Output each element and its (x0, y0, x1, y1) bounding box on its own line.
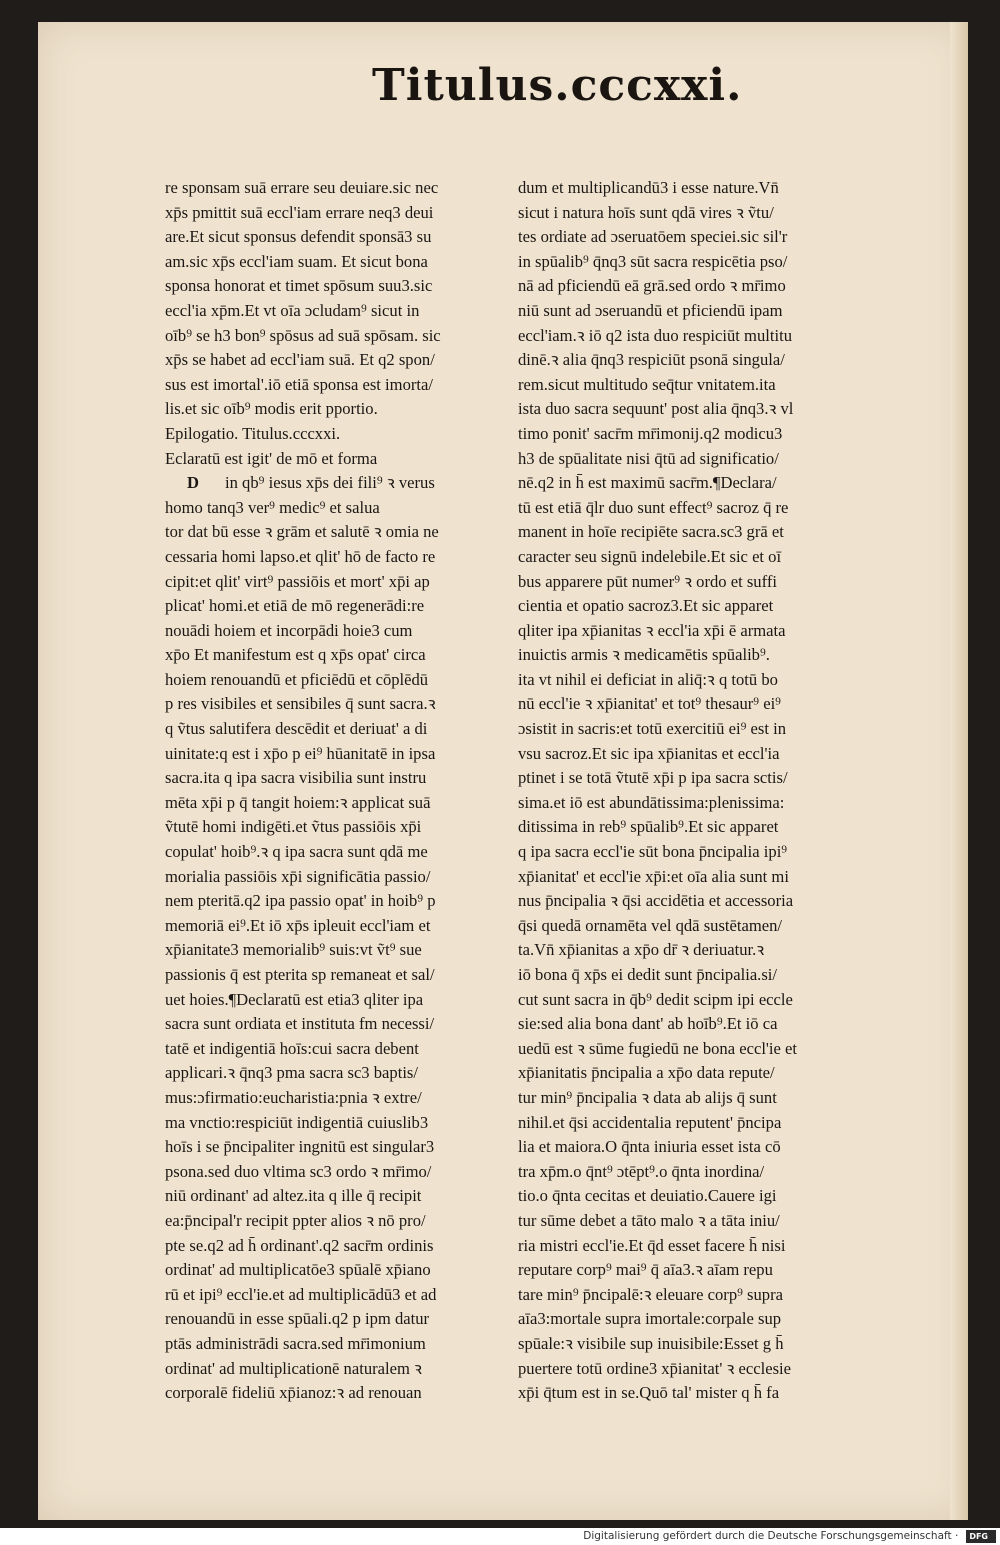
text-line: xp̄s se habet ad eccl'iam suā. Et q2 spon/ (165, 350, 435, 370)
text-line: ria mistri eccl'ie.Et q̄d esset facere h̄ nisi (518, 1235, 786, 1255)
text-line: nem pteritā.q2 ipa passio opat' in hoib⁹ p (165, 891, 436, 911)
dfg-logo: DFG (966, 1530, 996, 1543)
text-line: eccl'iam.ꝛ iō q2 ista duo respiciūt multitu (518, 325, 792, 345)
text-line: sima.et iō est abundātissima:plenissima: (518, 792, 785, 812)
text-line: memoriā ei⁹.Et iō xp̄s ipleuit eccl'iam et (165, 915, 431, 935)
text-line: morialia passiōis xp̄i significātia passio/ (165, 866, 431, 886)
text-line: ordinat' ad multiplicatōe3 spūalē xp̄iano (165, 1260, 431, 1280)
text-line: tes ordiate ad ɔseruatōem speciei.sic sil'r (518, 227, 788, 247)
text-line: xp̄ianitate3 memorialib⁹ suis:vt ṽt⁹ sue (165, 940, 422, 960)
text-line: cientia et opatio sacroz3.Et sic apparet (518, 596, 774, 616)
text-line: uinitate:q est i xp̄o p ei⁹ hūanitatē in ipsa (165, 743, 436, 763)
text-line: xp̄ianitat' et eccl'ie xp̄i:et oīa alia sunt mi (518, 866, 789, 886)
text-line: Epilogatio. Titulus.cccxxi. (165, 423, 341, 443)
text-line: nus p̄ncipalia ꝛ q̄si accidētia et accessoria (518, 891, 794, 911)
text-line: mus:ɔfirmatio:eucharistia:pnia ꝛ extre/ (165, 1087, 422, 1107)
text-line: ea:p̄ncipal'r recipit ppter alios ꝛ nō pro/ (165, 1210, 426, 1230)
text-line: copulat' hoib⁹.ꝛ q ipa sacra sunt qdā me (165, 842, 428, 862)
text-line: are.Et sicut sponsus defendit sponsā3 su (165, 227, 432, 247)
initial-letter: D (187, 473, 199, 493)
text-line: ṽtutē homi indigēti.et ṽtus passiōis xp̄i (165, 817, 422, 837)
text-line: Eclaratū est igit' de mō et forma (165, 448, 378, 468)
text-line: eccl'ia xp̄m.Et vt oīa ɔcludam⁹ sicut in (165, 300, 420, 320)
text-line: q̄si quedā ornamēta vel qdā sustētamen/ (518, 915, 783, 935)
text-line: caracter seu signū indelebile.Et sic et oī (518, 546, 782, 566)
text-line: lia et maiora.O q̄nta iniuria esset ista cō (518, 1137, 781, 1157)
text-line: tur sūme debet a tāto malo ꝛ a tāta iniu/ (518, 1210, 780, 1230)
text-line: oīb⁹ se h3 bon⁹ spōsus ad suā spōsam. sic (165, 325, 441, 345)
text-line: rem.sicut multitudo seq̄tur vnitatem.ita (518, 374, 776, 394)
text-line: homo tanq3 ver⁹ medic⁹ et salua (165, 497, 380, 517)
text-line: tur min⁹ p̄ncipalia ꝛ data ab alijs q̄ sunt (518, 1087, 777, 1107)
text-line: in qb⁹ iesus xp̄s dei fili⁹ ꝛ verus (225, 473, 435, 493)
text-line: ta.Vn̄ xp̄ianitas a xp̄o dr̄ ꝛ deriuatur.ꝛ (518, 940, 765, 960)
text-line: corporalē fideliū xp̄ianoz:ꝛ ad renouan (165, 1383, 422, 1403)
text-line: rū et ipi⁹ eccl'ie.et ad multiplicādū3 et ad (165, 1284, 437, 1304)
text-line: sponsa honorat et timet spōsum suu3.sic (165, 276, 433, 296)
text-line: xp̄ianitatis p̄ncipalia a xp̄o data repute/ (518, 1063, 775, 1083)
text-line: nē.q2 in h̄ est maximū sacr̄m.¶Declara/ (518, 473, 777, 493)
text-line: psona.sed duo vltima sc3 ordo ꝛ mr̄imo/ (165, 1161, 432, 1181)
text-line: tatē et indigentiā hoīs:cui sacra debent (165, 1038, 419, 1058)
text-line: nihil.et q̄si accidentalia reputent' p̄ncipa (518, 1112, 782, 1132)
text-line: ista duo sacra sequunt' post alia q̄nq3.ꝛ vl (518, 399, 794, 419)
text-line: hoiem renouandū et pficiēdū et cōplēdū (165, 669, 429, 689)
hanging-initial-line (165, 471, 495, 496)
text-line: applicari.ꝛ q̄nq3 pma sacra sc3 baptis/ (165, 1063, 419, 1083)
text-line: sus est imortal'.iō etiā sponsa est imorta/ (165, 374, 433, 394)
text-line: ptinet i se totā ṽtutē xp̄i p ipa sacra sctis/ (518, 768, 788, 788)
text-line: tio.o q̄nta cecitas et deuiatio.Cauere igi (518, 1186, 777, 1206)
text-line: sicut i natura hoīs sunt qdā vires ꝛ ṽtu/ (518, 202, 774, 222)
text-line: xp̄s pmittit suā eccl'iam errare neq3 deui (165, 202, 434, 222)
text-line: sacra.ita q ipa sacra visibilia sunt instru (165, 768, 427, 788)
text-line: dum et multiplicandū3 i esse nature.Vn̄ (518, 178, 779, 197)
text-line: p res visibiles et sensibiles q̄ sunt sacra.ꝛ (165, 694, 436, 714)
text-line: ɔsistit in sacris:et totū exercitiū ei⁹ est in (518, 719, 786, 739)
text-line: mēta xp̄i p q̄ tangit hoiem:ꝛ applicat suā (165, 792, 431, 812)
text-line: reputare corp⁹ mai⁹ q̄ aīa3.ꝛ aīam repu (518, 1260, 773, 1280)
text-line: renouandū in esse spūali.q2 p ipm datur (165, 1309, 430, 1329)
text-line: tū est etiā q̄lr duo sunt effect⁹ sacroz q̄ re (518, 497, 789, 517)
left-column-lines-a (165, 176, 495, 471)
text-line: ptās administrādi sacra.sed mr̄imonium (165, 1333, 426, 1353)
text-line: h3 de spūalitate nisi q̄tū ad significatio/ (518, 448, 779, 468)
text-line: inuictis armis ꝛ medicamētis spūalib⁹. (518, 645, 770, 665)
text-line: in spūalib⁹ q̄nq3 sūt sacra respicētia pso/ (518, 251, 788, 271)
text-line: re sponsam suā errare seu deuiare.sic nec (165, 178, 439, 197)
text-line: ditissima in reb⁹ spūalib⁹.Et sic apparet (518, 817, 779, 837)
text-line: spūale:ꝛ visibile sup inuisibile:Esset g h̄ (518, 1333, 784, 1353)
footer-text: Digitalisierung gefördert durch die Deutsche Forschungsgemeinschaft · (583, 1530, 959, 1542)
text-line: tor dat bū esse ꝛ grām et salutē ꝛ omia ne (165, 522, 439, 542)
text-line: pte se.q2 ad h̄ ordinant'.q2 sacr̄m ordinis (165, 1235, 434, 1255)
text-line: nouādi hoiem et incorpādi hoie3 cum (165, 620, 413, 640)
text-line: iō bona q̄ xp̄s ei dedit sunt p̄ncipalia.si/ (518, 965, 778, 984)
text-line: niū ordinant' ad altez.ita q ille q̄ recipit (165, 1186, 422, 1206)
text-line: cessaria homi lapso.et qlit' hō de facto re (165, 546, 436, 566)
right-text-column (518, 176, 848, 1406)
text-line: ita vt nihil ei deficiat in aliq̄:ꝛ q totū bo (518, 669, 778, 689)
text-line: cipit:et qlit' virt⁹ passiōis et mort' xp̄i ap (165, 571, 430, 591)
left-text-column (165, 176, 495, 1406)
text-line: xp̄o Et manifestum est q xp̄s opat' circa (165, 645, 426, 665)
text-line: nā ad pficiendū eā grā.sed ordo ꝛ mr̄imo (518, 276, 786, 296)
text-line: niū sunt ad ɔseruandū et pficiendū ipam (518, 300, 783, 320)
page-edge (950, 22, 968, 1520)
text-line: q ipa sacra eccl'ie sūt bona p̄ncipalia ipi⁹ (518, 842, 788, 862)
text-line: am.sic xp̄s eccl'iam suam. Et sicut bona (165, 251, 428, 271)
text-line: dinē.ꝛ alia q̄nq3 respiciūt psonā singula/ (518, 350, 785, 370)
text-line: xp̄i q̄tum est in se.Quō tal' mister q h̄ fa (518, 1383, 780, 1403)
text-line: tra xp̄m.o q̄nt⁹ ɔtēpt⁹.o q̄nta inordina/ (518, 1161, 765, 1181)
text-line: plicat' homi.et etiā de mō regenerādi:re (165, 596, 425, 616)
right-column-lines (518, 176, 848, 1406)
text-line: ordinat' ad multiplicationē naturalem ꝛ (165, 1358, 422, 1378)
text-line: qliter ipa xp̄ianitas ꝛ eccl'ia xp̄i ē armata (518, 620, 786, 640)
text-line: nū eccl'ie ꝛ xp̄ianitat' et tot⁹ thesaur⁹ ei⁹ (518, 694, 781, 714)
text-line: q ṽtus salutifera descēdit et deriuat' a di (165, 719, 428, 739)
text-line: vsu sacroz.Et sic ipa xp̄ianitas et eccl'ia (518, 743, 780, 763)
text-line: tare min⁹ p̄ncipalē:ꝛ eleuare corp⁹ supra (518, 1284, 783, 1304)
text-line: sie:sed alia bona dant' ab hoīb⁹.Et iō ca (518, 1014, 778, 1034)
text-line: ma vnctio:respiciūt indigentiā cuiuslib3 (165, 1112, 429, 1132)
text-line: aīa3:mortale supra imortale:corpale sup (518, 1309, 782, 1329)
text-line: manent in hoīe recipiēte sacra.sc3 grā et (518, 522, 784, 542)
page-heading: Titulus.cccxxi. (372, 60, 743, 111)
text-line: uedū est ꝛ sūme fugiedū ne bona eccl'ie et (518, 1038, 798, 1058)
left-column-lines-b (165, 496, 495, 1406)
text-line: hoīs i se p̄ncipaliter ingnitū est singular3 (165, 1137, 435, 1157)
text-line: passionis q̄ est pterita sp remaneat et sal/ (165, 965, 435, 984)
text-line: bus apparere pūt numer⁹ ꝛ ordo et suffi (518, 571, 777, 591)
text-line: timo ponit' sacr̄m mr̄imonij.q2 modicu3 (518, 423, 783, 443)
text-line: lis.et sic oīb⁹ modis erit pportio. (165, 399, 378, 419)
text-line: sacra sunt ordiata et instituta fm necessi/ (165, 1014, 435, 1034)
digitization-footer (0, 1528, 1000, 1545)
text-line: cut sunt sacra in q̄b⁹ dedit scipm ipi eccle (518, 989, 793, 1009)
text-line: uet hoies.¶Declaratū est etia3 qliter ipa (165, 989, 424, 1009)
text-line: puertere totū ordine3 xp̄ianitat' ꝛ ecclesie (518, 1358, 792, 1378)
